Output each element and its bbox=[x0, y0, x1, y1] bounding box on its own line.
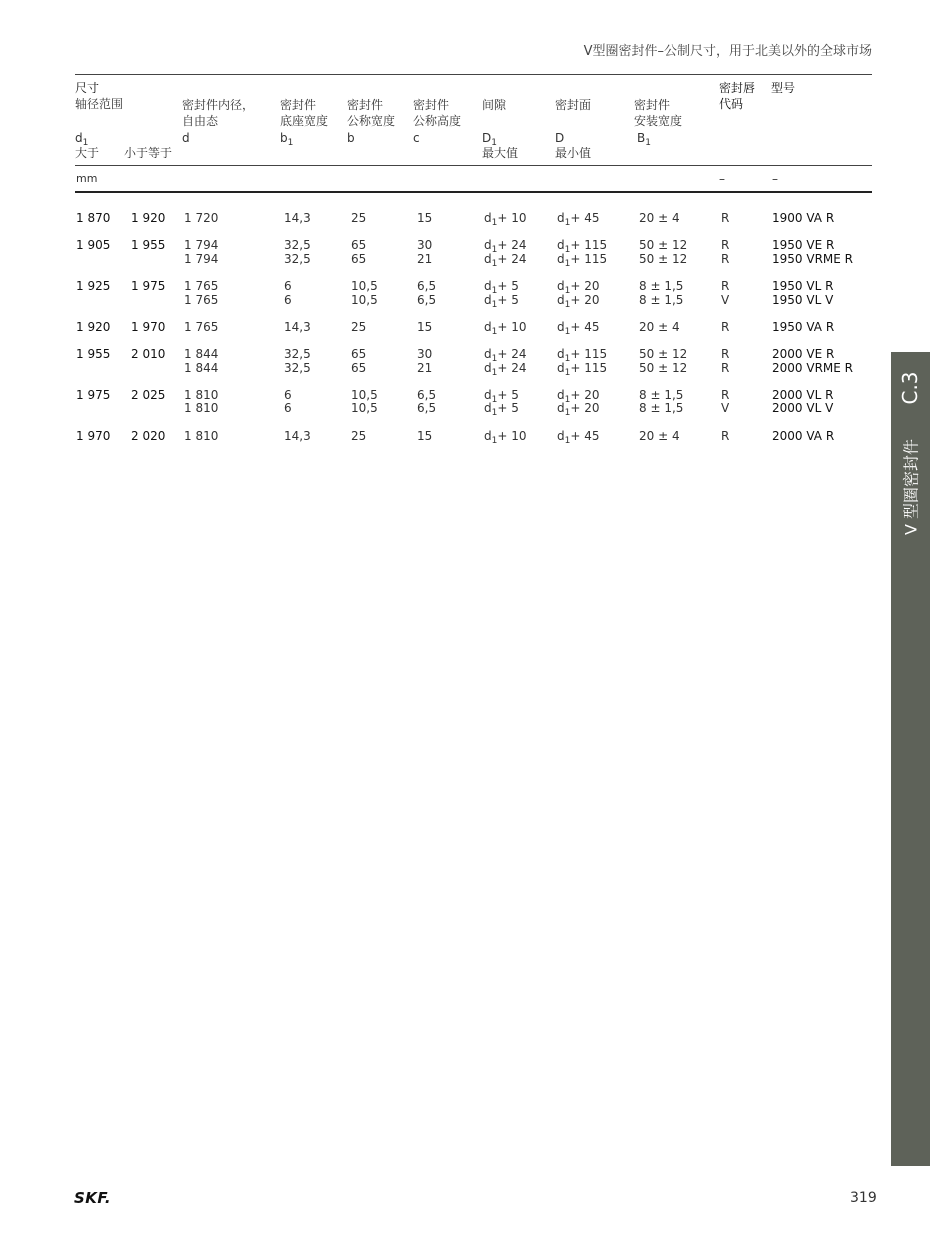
base-width-cell: 6 bbox=[284, 279, 292, 293]
clearance-cell-sub: 1 bbox=[491, 299, 498, 310]
clearance-cell-prefix: d bbox=[484, 360, 492, 375]
nominal-height-cell: 21 bbox=[417, 251, 433, 266]
shaft-incl-cell: 2 020 bbox=[131, 428, 166, 443]
designation-cell: 2000 VRME R bbox=[772, 360, 853, 375]
clearance-cell-value: + 24 bbox=[497, 238, 527, 253]
counterface-cell-prefix: d bbox=[557, 211, 565, 225]
nominal-height-cell: 6,5 bbox=[417, 292, 437, 307]
lip-code-cell: R bbox=[721, 360, 730, 375]
counterface-cell bbox=[557, 429, 600, 448]
clearance-cell-value: + 5 bbox=[497, 279, 519, 293]
shaft-over-cell: 1 970 bbox=[76, 428, 111, 443]
lip-code-heading-2: 代码 bbox=[719, 97, 744, 111]
counterface-cell bbox=[557, 361, 607, 380]
d1-symbol-sub: 1 bbox=[82, 138, 89, 148]
install-width-cell: 20 ± 4 bbox=[639, 428, 680, 443]
page-title: V型圈密封件–公制尺寸，用于北美以外的全球市场 bbox=[583, 44, 872, 59]
clearance-cell-prefix: d bbox=[484, 319, 492, 334]
shaft-over-cell: 1 905 bbox=[76, 238, 111, 253]
seal-bore-cell: 1 810 bbox=[184, 401, 219, 416]
counterface-cell-prefix: d bbox=[557, 238, 565, 253]
nominal-width-heading-1: 密封件 bbox=[347, 98, 384, 112]
base-width-cell: 32,5 bbox=[284, 251, 311, 266]
base-width-cell: 32,5 bbox=[284, 360, 311, 375]
install-width-cell: 8 ± 1,5 bbox=[639, 279, 684, 293]
lip-code-cell: R bbox=[721, 238, 730, 253]
shaft-over-cell: 1 870 bbox=[76, 211, 111, 225]
counterface-cell-sub: 1 bbox=[564, 354, 571, 364]
nominal-height-cell: 15 bbox=[417, 319, 433, 334]
counterface-cell-sub: 1 bbox=[564, 258, 571, 269]
nominal-width-cell: 65 bbox=[351, 347, 367, 361]
install-width-symbol-sub: 1 bbox=[645, 138, 651, 148]
shaft-incl-cell: 1 975 bbox=[131, 279, 166, 293]
units-lip: – bbox=[719, 172, 725, 186]
clearance-heading: 间隙 bbox=[482, 98, 507, 112]
seal-bore-cell: 1 844 bbox=[184, 347, 219, 361]
install-width-cell: 50 ± 12 bbox=[639, 347, 688, 361]
clearance-cell bbox=[484, 293, 519, 312]
install-width-cell: 50 ± 12 bbox=[639, 238, 688, 253]
counterface-cell-prefix: d bbox=[557, 401, 565, 416]
base-width-symbol bbox=[280, 130, 293, 151]
clearance-symbol-sub: 1 bbox=[491, 138, 497, 148]
over-heading: 大于 bbox=[75, 146, 100, 160]
install-width-cell: 8 ± 1,5 bbox=[639, 292, 684, 307]
base-width-cell: 6 bbox=[284, 401, 292, 416]
counterface-cell-value: + 20 bbox=[570, 292, 600, 307]
nominal-height-cell: 15 bbox=[417, 428, 433, 443]
counterface-cell bbox=[557, 252, 607, 271]
nominal-height-cell: 6,5 bbox=[417, 279, 437, 293]
clearance-cell-prefix: d bbox=[484, 401, 492, 416]
header-rule bbox=[75, 165, 872, 166]
nominal-height-cell: 6,5 bbox=[417, 401, 437, 416]
clearance-cell bbox=[484, 320, 527, 339]
install-width-cell: 50 ± 12 bbox=[639, 251, 688, 266]
install-width-heading-2: 安装宽度 bbox=[634, 114, 683, 128]
nominal-width-cell: 10,5 bbox=[351, 279, 378, 293]
designation-cell: 2000 VL V bbox=[772, 401, 834, 416]
base-width-cell: 6 bbox=[284, 387, 292, 402]
nominal-height-cell: 15 bbox=[417, 211, 433, 225]
shaft-over-cell: 1 955 bbox=[76, 347, 111, 361]
counterface-note: 最小值 bbox=[555, 146, 592, 160]
nominal-height-cell: 30 bbox=[417, 347, 433, 361]
counterface-cell-sub: 1 bbox=[564, 408, 571, 419]
install-width-cell: 20 ± 4 bbox=[639, 211, 680, 225]
clearance-cell-value: + 10 bbox=[497, 428, 527, 443]
clearance-cell-value: + 5 bbox=[497, 387, 519, 402]
shaft-over-cell: 1 920 bbox=[76, 319, 111, 334]
clearance-cell-sub: 1 bbox=[491, 326, 498, 337]
side-tab-label: V 型圈密封件 bbox=[901, 438, 921, 536]
counterface-cell-sub: 1 bbox=[564, 394, 571, 405]
nominal-height-heading-1: 密封件 bbox=[413, 98, 450, 112]
designation-cell: 1950 VL R bbox=[772, 279, 834, 293]
install-width-cell: 20 ± 4 bbox=[639, 319, 680, 334]
designation-cell: 1950 VL V bbox=[772, 292, 834, 307]
clearance-cell-sub: 1 bbox=[491, 408, 498, 419]
lip-code-cell: R bbox=[721, 251, 730, 266]
shaft-incl-cell: 2 010 bbox=[131, 347, 166, 361]
counterface-cell bbox=[557, 401, 600, 420]
clearance-cell-sub: 1 bbox=[491, 435, 498, 446]
counterface-cell bbox=[557, 320, 600, 339]
clearance-cell bbox=[484, 211, 527, 230]
shaft-incl-cell: 1 920 bbox=[131, 211, 166, 225]
lip-code-cell: V bbox=[721, 292, 730, 307]
counterface-cell-value: + 20 bbox=[570, 401, 600, 416]
counterface-cell-prefix: d bbox=[557, 360, 565, 375]
clearance-cell-prefix: d bbox=[484, 279, 492, 293]
lip-code-cell: R bbox=[721, 387, 730, 402]
nominal-width-cell: 25 bbox=[351, 211, 367, 225]
clearance-cell bbox=[484, 429, 527, 448]
counterface-cell-sub: 1 bbox=[564, 245, 571, 256]
nominal-width-cell: 65 bbox=[351, 251, 367, 266]
units-designation: – bbox=[772, 172, 778, 186]
install-width-symbol-letter: B bbox=[637, 131, 646, 145]
counterface-cell-sub: 1 bbox=[564, 299, 571, 310]
nominal-height-cell: 6,5 bbox=[417, 387, 437, 402]
clearance-cell-sub: 1 bbox=[491, 394, 498, 405]
base-width-symbol-letter: b bbox=[280, 131, 288, 145]
install-width-cell: 8 ± 1,5 bbox=[639, 387, 684, 402]
seal-bore-cell: 1 844 bbox=[184, 360, 219, 375]
counterface-cell-sub: 1 bbox=[564, 435, 571, 446]
install-width-cell: 50 ± 12 bbox=[639, 360, 688, 375]
nominal-width-symbol: b bbox=[347, 131, 355, 145]
counterface-cell-sub: 1 bbox=[564, 286, 571, 296]
clearance-cell-sub: 1 bbox=[491, 354, 498, 364]
designation-cell: 1900 VA R bbox=[772, 211, 835, 225]
counterface-cell-value: + 45 bbox=[570, 211, 600, 225]
clearance-cell-sub: 1 bbox=[491, 367, 498, 378]
counterface-heading: 密封面 bbox=[555, 98, 592, 112]
lip-code-cell: R bbox=[721, 319, 730, 334]
designation-cell: 1950 VA R bbox=[772, 319, 835, 334]
side-tab-section: C.3 bbox=[898, 371, 922, 405]
seal-bore-cell: 1 810 bbox=[184, 428, 219, 443]
clearance-cell-sub: 1 bbox=[491, 258, 498, 269]
base-width-symbol-sub: 1 bbox=[287, 138, 294, 148]
lip-code-cell: R bbox=[721, 347, 730, 361]
units-rule bbox=[75, 191, 872, 193]
designation-cell: 1950 VE R bbox=[772, 238, 835, 253]
d1-symbol-letter: d bbox=[75, 131, 83, 145]
lip-code-cell: R bbox=[721, 211, 730, 225]
nominal-height-symbol: c bbox=[413, 131, 420, 145]
clearance-cell-value: + 5 bbox=[497, 292, 519, 307]
counterface-cell-value: + 115 bbox=[570, 360, 608, 375]
counterface-cell-sub: 1 bbox=[564, 326, 571, 337]
dimensions-heading: 尺寸 bbox=[75, 81, 100, 95]
base-width-cell: 14,3 bbox=[284, 211, 311, 225]
counterface-cell-prefix: d bbox=[557, 251, 565, 266]
lip-code-cell: R bbox=[721, 279, 730, 293]
shaft-over-cell: 1 975 bbox=[76, 387, 111, 402]
nominal-width-cell: 10,5 bbox=[351, 292, 378, 307]
counterface-symbol: D bbox=[555, 131, 565, 145]
clearance-cell-value: + 5 bbox=[497, 401, 519, 416]
shaft-over-cell: 1 925 bbox=[76, 279, 111, 293]
counterface-cell-value: + 115 bbox=[570, 347, 608, 361]
clearance-cell-value: + 24 bbox=[497, 251, 527, 266]
designation-cell: 2000 VE R bbox=[772, 347, 835, 361]
clearance-cell-value: + 24 bbox=[497, 347, 527, 361]
clearance-cell-prefix: d bbox=[484, 251, 492, 266]
base-width-cell: 14,3 bbox=[284, 428, 311, 443]
clearance-cell-prefix: d bbox=[484, 238, 492, 253]
designation-cell: 2000 VL R bbox=[772, 387, 834, 402]
shaft-incl-cell: 2 025 bbox=[131, 387, 166, 402]
nominal-width-cell: 65 bbox=[351, 238, 367, 253]
shaft-range-heading: 轴径范围 bbox=[75, 97, 124, 111]
counterface-cell-value: + 45 bbox=[570, 319, 600, 334]
lip-code-cell: V bbox=[721, 401, 730, 416]
table-top-rule bbox=[75, 74, 872, 75]
clearance-cell-sub: 1 bbox=[491, 286, 498, 296]
base-width-cell: 32,5 bbox=[284, 347, 311, 361]
incl-heading: 小于等于 bbox=[124, 146, 173, 160]
lip-code-heading-1: 密封唇 bbox=[719, 81, 756, 95]
seal-bore-cell: 1 720 bbox=[184, 211, 219, 225]
counterface-cell-prefix: d bbox=[557, 319, 565, 334]
counterface-cell-value: + 45 bbox=[570, 428, 600, 443]
seal-bore-cell: 1 794 bbox=[184, 238, 219, 253]
clearance-cell bbox=[484, 401, 519, 420]
clearance-cell-prefix: d bbox=[484, 347, 492, 361]
clearance-cell-prefix: d bbox=[484, 292, 492, 307]
nominal-width-cell: 10,5 bbox=[351, 387, 378, 402]
counterface-cell-prefix: d bbox=[557, 279, 565, 293]
designation-cell: 1950 VRME R bbox=[772, 251, 853, 266]
base-width-heading-1: 密封件 bbox=[280, 98, 317, 112]
nominal-width-cell: 25 bbox=[351, 428, 367, 443]
designation-heading: 型号 bbox=[771, 81, 796, 95]
counterface-cell-prefix: d bbox=[557, 347, 565, 361]
seal-bore-cell: 1 765 bbox=[184, 319, 219, 334]
counterface-cell-sub: 1 bbox=[564, 367, 571, 378]
nominal-width-cell: 10,5 bbox=[351, 401, 378, 416]
page-number: 319 bbox=[850, 1190, 877, 1206]
nominal-height-cell: 30 bbox=[417, 238, 433, 253]
counterface-cell-value: + 20 bbox=[570, 279, 600, 293]
base-width-cell: 6 bbox=[284, 292, 292, 307]
counterface-cell-value: + 20 bbox=[570, 387, 600, 402]
base-width-cell: 14,3 bbox=[284, 319, 311, 334]
nominal-width-cell: 65 bbox=[351, 360, 367, 375]
clearance-cell-prefix: d bbox=[484, 211, 492, 225]
seal-bore-cell: 1 765 bbox=[184, 292, 219, 307]
clearance-symbol-letter: D bbox=[482, 131, 492, 145]
clearance-cell-prefix: d bbox=[484, 387, 492, 402]
clearance-cell-sub: 1 bbox=[491, 245, 498, 256]
counterface-cell bbox=[557, 211, 600, 230]
counterface-cell-value: + 115 bbox=[570, 238, 608, 253]
install-width-heading-1: 密封件 bbox=[634, 98, 671, 112]
clearance-cell-value: + 24 bbox=[497, 360, 527, 375]
counterface-cell-prefix: d bbox=[557, 428, 565, 443]
clearance-note: 最大值 bbox=[482, 146, 519, 160]
seal-bore-cell: 1 765 bbox=[184, 279, 219, 293]
nominal-width-heading-2: 公称宽度 bbox=[347, 114, 396, 128]
clearance-cell-prefix: d bbox=[484, 428, 492, 443]
seal-bore-cell: 1 794 bbox=[184, 251, 219, 266]
nominal-width-cell: 25 bbox=[351, 319, 367, 334]
clearance-cell-value: + 10 bbox=[497, 319, 527, 334]
seal-bore-symbol: d bbox=[182, 131, 190, 145]
lip-code-cell: R bbox=[721, 428, 730, 443]
shaft-incl-cell: 1 955 bbox=[131, 238, 166, 253]
counterface-cell-value: + 115 bbox=[570, 251, 608, 266]
skf-logo: SKF. bbox=[74, 1189, 112, 1207]
install-width-symbol bbox=[637, 130, 651, 151]
clearance-cell-value: + 10 bbox=[497, 211, 527, 225]
seal-bore-cell: 1 810 bbox=[184, 387, 219, 402]
seal-bore-heading-1: 密封件内径， bbox=[182, 98, 255, 112]
counterface-cell-prefix: d bbox=[557, 292, 565, 307]
base-width-cell: 32,5 bbox=[284, 238, 311, 253]
install-width-cell: 8 ± 1,5 bbox=[639, 401, 684, 416]
nominal-height-cell: 21 bbox=[417, 360, 433, 375]
counterface-cell bbox=[557, 293, 600, 312]
clearance-cell bbox=[484, 361, 527, 380]
counterface-cell-prefix: d bbox=[557, 387, 565, 402]
counterface-cell-sub: 1 bbox=[564, 218, 571, 228]
clearance-cell bbox=[484, 252, 527, 271]
base-width-heading-2: 底座宽度 bbox=[280, 114, 329, 128]
shaft-incl-cell: 1 970 bbox=[131, 319, 166, 334]
clearance-cell-sub: 1 bbox=[491, 218, 498, 228]
nominal-height-heading-2: 公称高度 bbox=[413, 114, 462, 128]
units-mm: mm bbox=[76, 172, 98, 185]
designation-cell: 2000 VA R bbox=[772, 428, 835, 443]
seal-bore-heading-2: 自由态 bbox=[182, 114, 219, 128]
